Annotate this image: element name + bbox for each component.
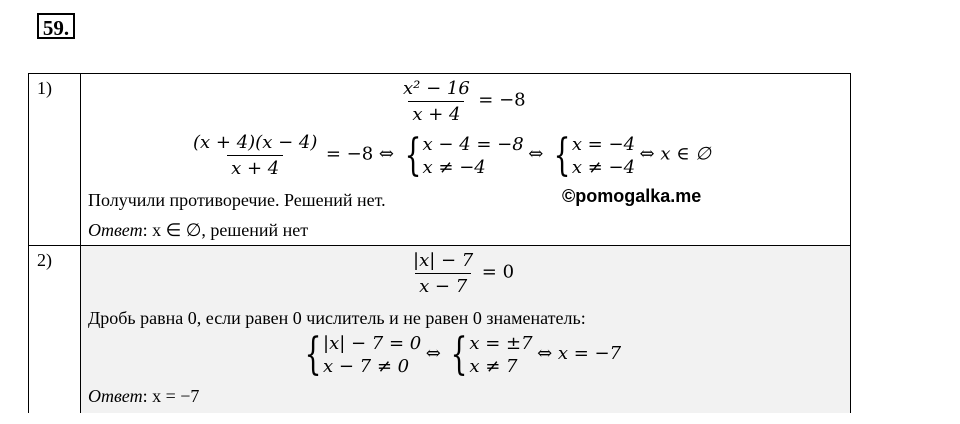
system-of-equations (399, 129, 524, 181)
fraction (409, 250, 477, 297)
answer-label: Ответ (88, 386, 143, 406)
fraction-numerator: (x + 4)(x − 4) (193, 132, 318, 153)
system-line: x = −4 (571, 133, 636, 155)
equation-rhs: = −8 (478, 89, 526, 111)
system-line: x = ±7 (469, 333, 533, 354)
equation-rhs: = −8 ⇔ (325, 143, 395, 165)
system-line: x ≠ −4 (422, 156, 486, 178)
equation-2 (189, 129, 711, 181)
equation-result: ⇔ x = −7 (537, 343, 622, 365)
part-label: 1) (37, 78, 52, 98)
fraction-numerator: x² − 16 (403, 78, 470, 99)
answer-label: Ответ (88, 220, 143, 240)
solution-table (28, 73, 851, 413)
curly-brace-icon: { (304, 329, 322, 380)
problem-number: 59. (37, 13, 75, 39)
equation-1 (409, 250, 514, 297)
watermark: ©pomogalka.me (562, 186, 702, 206)
row-number-cell (29, 74, 81, 245)
system-of-equations (548, 129, 636, 181)
part-label: 2) (37, 250, 52, 270)
system-line: x ≠ −4 (571, 156, 636, 178)
solution-content-2 (81, 246, 850, 413)
answer-line (88, 386, 199, 407)
fraction (189, 132, 321, 179)
system-line: |x| − 7 = 0 (323, 333, 422, 354)
fraction-denominator: x − 7 (415, 273, 471, 297)
solution-row-1 (29, 74, 850, 245)
fraction-numerator: |x| − 7 (413, 250, 474, 271)
fraction-denominator: x + 4 (408, 101, 464, 125)
fraction (399, 78, 474, 125)
system-line: x − 7 ≠ 0 (323, 356, 410, 377)
system-of-equations (299, 329, 422, 380)
system-line: x − 4 = −8 (422, 133, 524, 155)
equivalence-sign: ⇔ (528, 143, 544, 165)
curly-brace-icon: { (404, 129, 421, 181)
fraction-denominator: x + 4 (227, 155, 283, 179)
answer-value: : x ∈ ∅, решений нет (142, 220, 309, 240)
row-number-cell (29, 246, 81, 413)
equation-result: ⇔ x ∈ ∅ (639, 143, 711, 165)
equation-1 (399, 78, 526, 125)
equation-rhs: = 0 (481, 261, 515, 283)
solution-row-2 (29, 245, 850, 413)
explanation-text: Дробь равна 0, если равен 0 числитель и не равен 0 знаменатель: (88, 308, 586, 328)
explanation-text: Получили противоречие. Решений нет. (88, 190, 386, 210)
answer-value: : x = −7 (142, 386, 200, 406)
system-line: x ≠ 7 (469, 356, 518, 377)
curly-brace-icon: { (450, 329, 468, 380)
solution-content-1 (81, 74, 850, 245)
equivalence-sign: ⇔ (425, 343, 441, 365)
curly-brace-icon: { (553, 129, 571, 181)
equation-2 (299, 329, 622, 380)
answer-line (88, 220, 308, 241)
system-of-equations (445, 329, 533, 380)
